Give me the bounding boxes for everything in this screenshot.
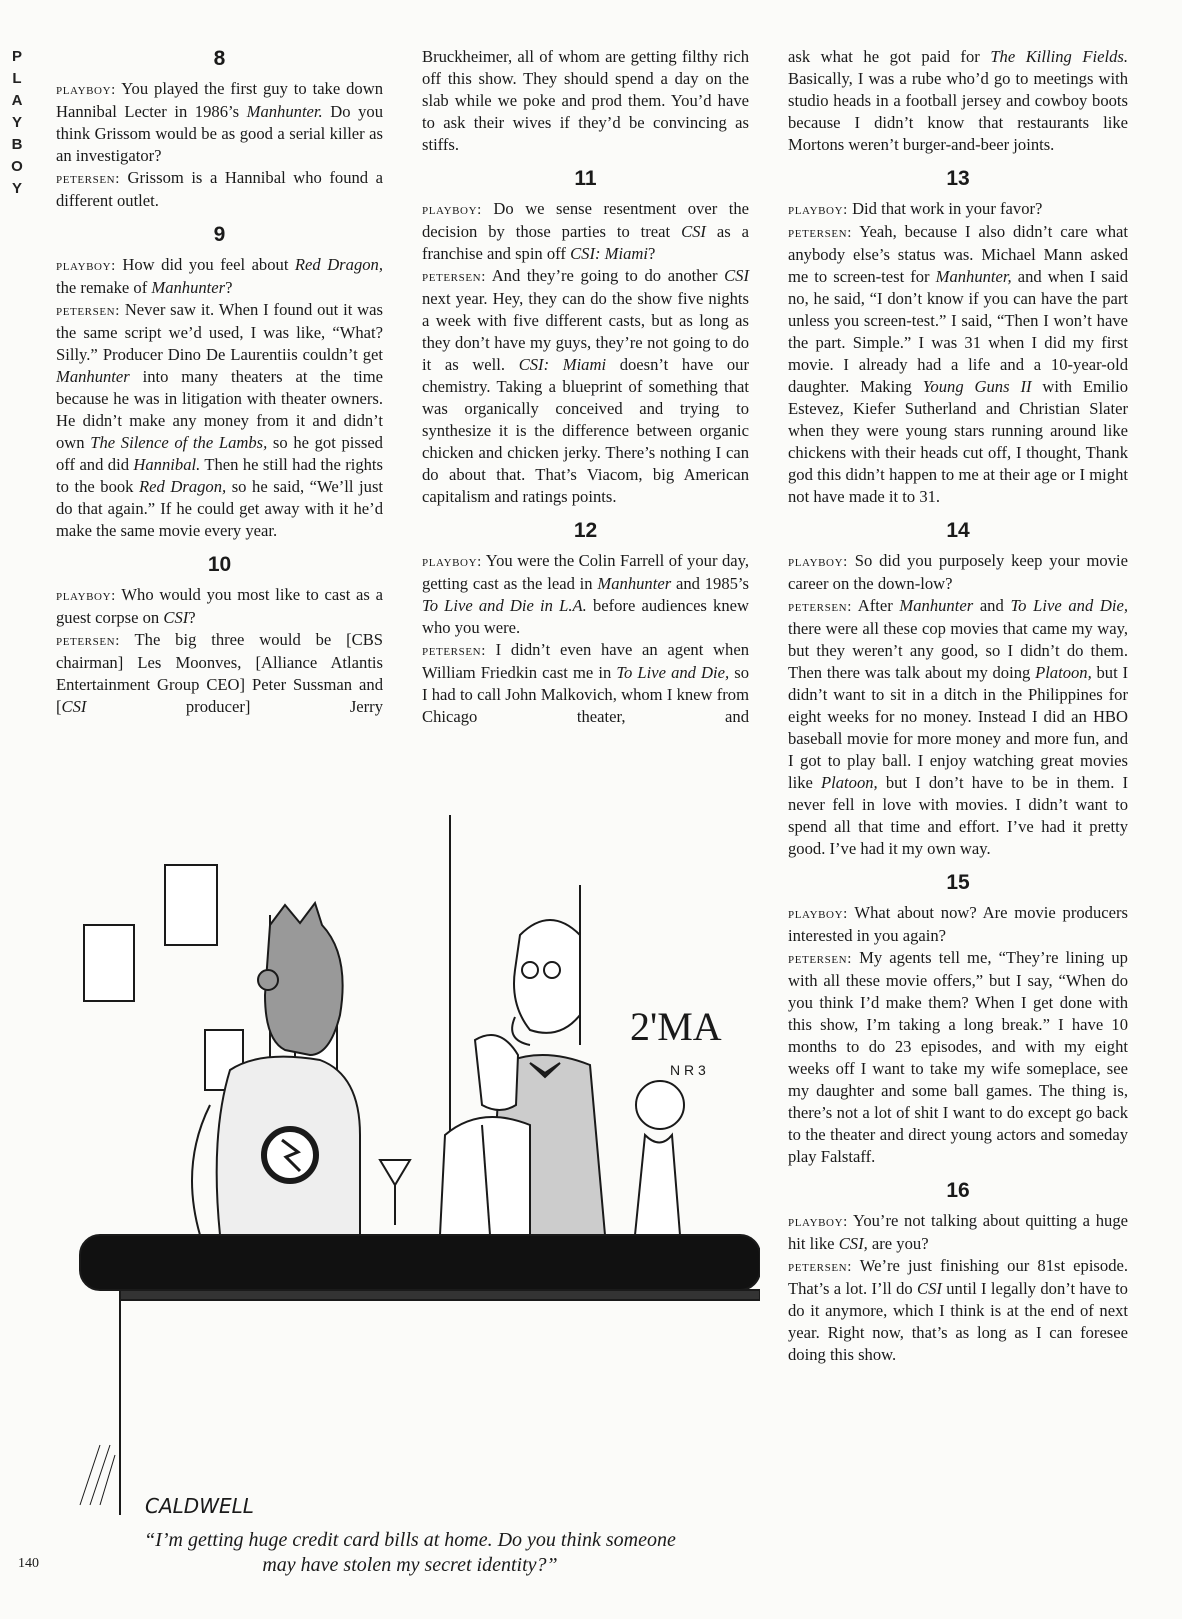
answer-text: petersen: We’re just finishing our 81st episode. That’s a lot. I’ll do CSI until I legally don’t have to do it anymore, which I think is at the end of next year. Right now, that’s as long as I can foresee doing this show. [788, 1256, 1128, 1364]
answer-text: petersen: My agents tell me, “They’re lining up with all these movie offers,” but I say, “When do you think I’d make them? When I get done with this show, I’m taking a long break.” I have 10 months to do 23 episodes, and with my eight weeks off I want to take my wife someplace, see my daughter and some ball games. The thing is, there’s not a lot of shit I want to do except go back to the theater and direct young actors and someday play Falstaff. [788, 948, 1128, 1166]
answer-continued: Bruckheimer, all of whom are getting filthy rich off this show. They should spend a day on the slab while we poke and prod them. You’d have to ask their wives if they’d be convincing as stiffs. [422, 47, 749, 154]
answer-text: petersen: The big three would be [CBS chairman] Les Moonves, [Alliance Atlantis Entertainment Group CEO] Peter Sussman and [CSI producer] Jerry [56, 630, 383, 716]
question-number: 12 [573, 519, 598, 542]
question-number: 8 [213, 47, 226, 70]
magazine-sidebar-label: P L A Y B O Y [11, 48, 23, 197]
column-2 [422, 46, 749, 728]
question-text: playboy: You were the Colin Farrell of your day, getting cast as the lead in Manhunter and 1985’s To Live and Die in L.A. before audiences knew who you were. [422, 551, 749, 637]
question-number: 13 [946, 167, 970, 190]
question-number: 11 [574, 167, 597, 190]
question-text: playboy: How did you feel about Red Dragon, the remake of Manhunter? [56, 255, 383, 297]
answer-text: petersen: Grissom is a Hannibal who found a different outlet. [56, 168, 383, 210]
question-text: playboy: You’re not talking about quitting a huge hit like CSI, are you? [788, 1211, 1128, 1253]
question-text: playboy: What about now? Are movie producers interested in you again? [788, 903, 1128, 945]
question-text: playboy: You played the first guy to take down Hannibal Lecter in 1986’s Manhunter. Do you think Grissom would be as good a serial killer as an investigator? [56, 79, 384, 165]
question-text: playboy: Do we sense resentment over the decision by those parties to treat CSI as a franchise and spin off CSI: Miami? [422, 199, 749, 263]
svg-text:N R 3: N R 3 [670, 1062, 706, 1078]
svg-text:2'MA: 2'MA [630, 1004, 722, 1049]
question-number: 16 [946, 1179, 970, 1202]
question-number: 10 [207, 553, 232, 576]
answer-text: petersen: And they’re going to do another CSI next year. Hey, they can do the show five nights a week with five different casts, but as long as they don’t have my guys, they’re not going to do it as well. CSI: Miami doesn’t have our chemistry. Taking a blueprint of something that was organically conceived and trying to synthesize it is the difference between organic chicken and chicken jerky. There’s nothing I can do about that. That’s Viacom, big American capitalism and ratings points. [422, 266, 749, 506]
page-number: 140 [18, 1556, 39, 1571]
answer-continued: ask what he got paid for The Killing Fields. Basically, I was a rube who’d go to meetings with studio heads in a football jersey and cowboy boots because I didn’t know that restaurants like Mortons weren’t burger-and-beer joints. [788, 47, 1128, 154]
cartoon-caption: “I’m getting huge credit card bills at home. Do you think someone may have stolen my secret identity?” [144, 1529, 676, 1576]
answer-text: petersen: Yeah, because I also didn’t care what anybody else’s status was. Michael Mann asked me to screen-test for Manhunter, and when I said no, he said, “I don’t know if you can have the part unless you screen-test.” I said, “Then I won’t have the part. Simple.” I was 31 when I did my first movie. I already had a life and a 10-year-old daughter. Making Young Guns II with Emilio Estevez, Kiefer Sutherland and Christian Slater when they were young stars running around like chickens with their heads cut off, I thought, Thank god this didn’t happen to me at their age or I might not have made it to 31. [788, 222, 1128, 506]
question-number: 9 [213, 223, 226, 246]
answer-text: petersen: Never saw it. When I found out it was the same script we’d used, I was like, “What? Silly.” Producer Dino De Laurentiis couldn’t get Manhunter into many theaters at the time because he was in litigation with theater owners. He didn’t make any money from it and didn’t own The Silence of the Lambs, so he got pissed off and did Hannibal. Then he still had the rights to the book Red Dragon, so he said, “We’ll just do that again.” If he could get away with it he’d make the same movie every year. [56, 300, 384, 540]
answer-text: petersen: I didn’t even have an agent when William Friedkin cast me in To Live and Die, so I had to call John Malkovich, whom I knew from Chicago theater, and [422, 640, 750, 726]
question-text: playboy: So did you purposely keep your movie career on the down-low? [788, 551, 1128, 593]
question-number: 15 [946, 871, 970, 894]
cartoon-illustration [60, 805, 760, 1525]
question-text: playboy: Who would you most like to cast as a guest corpse on CSI? [56, 585, 383, 627]
question-text: playboy: Did that work in your favor? [788, 199, 1043, 218]
cartoon-signature: CALDWELL [145, 1494, 254, 1518]
column-3 [788, 46, 1128, 1366]
question-number: 14 [946, 519, 970, 542]
answer-text: petersen: After Manhunter and To Live and Die, there were all these cop movies that came my way, but they weren’t any good, so I didn’t do them. Then there was talk about my doing Platoon, but I didn’t want to sit in a ditch in the Philippines for eight weeks for no money. Instead I did an HBO baseball movie for more money and more fun, and I got to play ball. I enjoy watching great movies like Platoon, but I don’t have to be in them. I never fell in love with movies. I didn’t want to spend all that time and effort. I’ve had it pretty good. I’ve had it my own way. [788, 596, 1129, 858]
wall-picture-frame [165, 865, 217, 945]
column-1 [56, 46, 383, 718]
wall-picture-frame [84, 925, 134, 1001]
